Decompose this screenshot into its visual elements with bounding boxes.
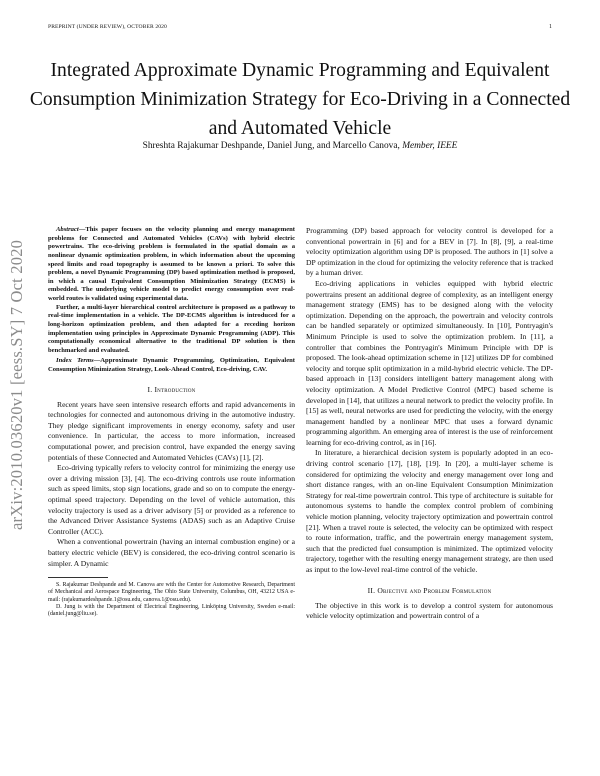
objective-paragraph: The objective in this work is to develop a control system for autonomous vehicle velocity optimization and powertrain control of a bbox=[306, 600, 553, 621]
intro-paragraph-3: When a conventional powertrain (having an internal combustion engine) or a battery electric vehicle (BEV) is considered, the eco-driving control scenario is simpler. A Dynamic bbox=[48, 537, 295, 568]
footnote-affiliation-2: D. Jung is with the Department of Electrical Engineering, Linköping University, Sweden e-mail: (daniel.jung@liu.se). bbox=[48, 603, 295, 617]
index-terms-label: Index Terms bbox=[56, 357, 94, 365]
right-paragraph-2: Eco-driving applications in vehicles equipped with hybrid electric powertrains present an additional degree of complexity, as an intelligent energy management strategy (EMS) has to be designed along with the velocity optimization. Depending on the approach, the powertrain and velocity controls can be handled separately or optimized simultaneously. In [10], Pontryagin's Minimum Principle is used to solve the optimization problem. In [11], a controller that combines the Pontryagin's Minimum Principle with DP is proposed. The look-ahead optimization scheme in [12] utilizes DP for combined velocity and torque split optimization in a mild-hybrid electric vehicle. The DP-based approach in [13] considers intelligent battery management along with velocity optimization. A Model Predictive Control (MPC) based scheme is developed in [14], that utilizes a neural network to predict the velocity profile. In [15] as well, neural networks are used for predicting the velocity, with the energy management handled by a nonlinear MPC that uses a forward dynamic programming algorithm. An emerging area of interest is the use of reinforcement learning for eco-driving control, as in [16]. bbox=[306, 278, 553, 447]
section-1-title: Introduction bbox=[154, 384, 196, 394]
index-terms bbox=[48, 357, 295, 374]
intro-paragraph-1: Recent years have seen intensive research efforts and rapid advancements in technologies for connected and autonomous driving in the automotive industry. They pledge significant improvements in energy economy, safety and user convenience. In particular, the access to more information, increased computational power, and precision control, have expanded the energy saving potentials of these Connected and Automated Vehicles (CAVs) [1], [2]. bbox=[48, 399, 295, 462]
section-heading-objective bbox=[306, 586, 553, 595]
author-names: Shreshta Rajakumar Deshpande, Daniel Jung, and Marcello Canova, bbox=[142, 141, 400, 151]
abstract-p2: Further, a multi-layer hierarchical control architecture is proposed as a pathway to real-time implementation in a vehicle. The DP-ECMS algorithm is introduced for a long-horizon optimization problem, and then adapted for a receding horizon implementation using principles in Approximate Dynamic Programming (ADP). This computationally economical alternative to the traditional DP solution is then benchmarked and evaluated. bbox=[48, 303, 295, 354]
section-1-numeral: I. bbox=[147, 384, 153, 394]
footnote-affiliation-1: S. Rajakumar Deshpande and M. Canova are with the Center for Automotive Research, Department of Mechanical and Aerospace Engineering, The Ohio State University, Columbus, OH, 43212 USA e-mail: (rajakumardeshpande.1@osu.edu, canova.1@osu.edu). bbox=[48, 582, 295, 603]
page-number: 1 bbox=[549, 24, 552, 30]
footnote-rule bbox=[48, 577, 108, 578]
section-2-numeral: II. bbox=[367, 585, 376, 595]
left-column bbox=[48, 226, 295, 618]
section-2-title: Objective and Problem Formulation bbox=[377, 585, 492, 595]
author-membership: Member, IEEE bbox=[402, 141, 458, 151]
abstract-p1-text: —This paper focuses on the velocity planning and energy management problems for Connected and Automated Vehicles (CAVs) with hybrid electric powertrains. The eco-driving problem is formulated in the spatial domain as a nonlinear dynamic optimization problem, in which information about the upcoming speed limits and road topography is assumed to be known a priori. To solve this problem, a novel Dynamic Programming (DP) based optimization method is proposed, in which a causal Equivalent Consumption Minimization Strategy (ECMS) is embedded. The underlying vehicle model to predict energy consumption over real-world routes is validated using experimental data. bbox=[48, 226, 295, 302]
index-terms-text: —Approximate Dynamic Programming, Optimization, Equivalent Consumption Minimization Strategy, Look-Ahead Control, Eco-driving, CAV. bbox=[48, 357, 296, 373]
section-heading-introduction bbox=[48, 385, 295, 394]
paper-title: Integrated Approximate Dynamic Programming and Equivalent Consumption Minimization Strategy for Eco-Driving in a Connected and Automated Vehicle bbox=[29, 60, 571, 139]
author-line bbox=[20, 141, 580, 151]
abstract-p1 bbox=[48, 226, 295, 304]
right-paragraph-3: In literature, a hierarchical decision system is popularly adopted in an eco-driving control scenario [17], [18], [19]. In [20], a multi-layer scheme is considered for optimizing the velocity and energy management over long and short distance ranges, with an on-line Equivalent Consumption Minimization Strategy for real-time powertrain control. This type of architecture is suitable for autonomous systems to handle the complex control problem of combining vehicle motion planning, velocity trajectory optimization and powertrain control [21]. When a travel route is selected, the velocity can be optimized with respect to route information, traffic, and the powertrain energy management system, such that the predicted fuel consumption is minimized. The optimized velocity trajectory, together with the resulting energy management strategy, are then used as input to the low-level real-time control of the vehicle. bbox=[306, 448, 553, 574]
running-head: PREPRINT (UNDER REVIEW), OCTOBER 2020 bbox=[48, 24, 167, 30]
intro-paragraph-2: Eco-driving typically refers to velocity control for minimizing the energy use over a driving mission [3], [4]. The eco-driving controls use route information such as speed limits, stop sign locations, grade and so on to compute the energy-optimal speed trajectory. Depending on the level of vehicle automation, this velocity trajectory is used as a driver advisory [5] or provided as a reference to the Advanced Driver Assistance Systems (ADAS) such as an Adaptive Cruise Controller (ACC). bbox=[48, 463, 295, 536]
right-paragraph-1: Programming (DP) based approach for velocity control is developed for a conventional powertrain in [6] and for a BEV in [7]. In [8], [9], a real-time velocity optimization algorithm using DP is proposed. The authors in [1] solve a DP optimization in the cloud for optimizing the velocity reference that is tracked by a human driver. bbox=[306, 226, 553, 278]
arxiv-stamp[interactable]: arXiv:2010.03620v1 [eess.SY] 7 Oct 2020 bbox=[7, 239, 26, 530]
right-column bbox=[306, 226, 553, 622]
abstract-label: Abstract bbox=[56, 226, 79, 233]
